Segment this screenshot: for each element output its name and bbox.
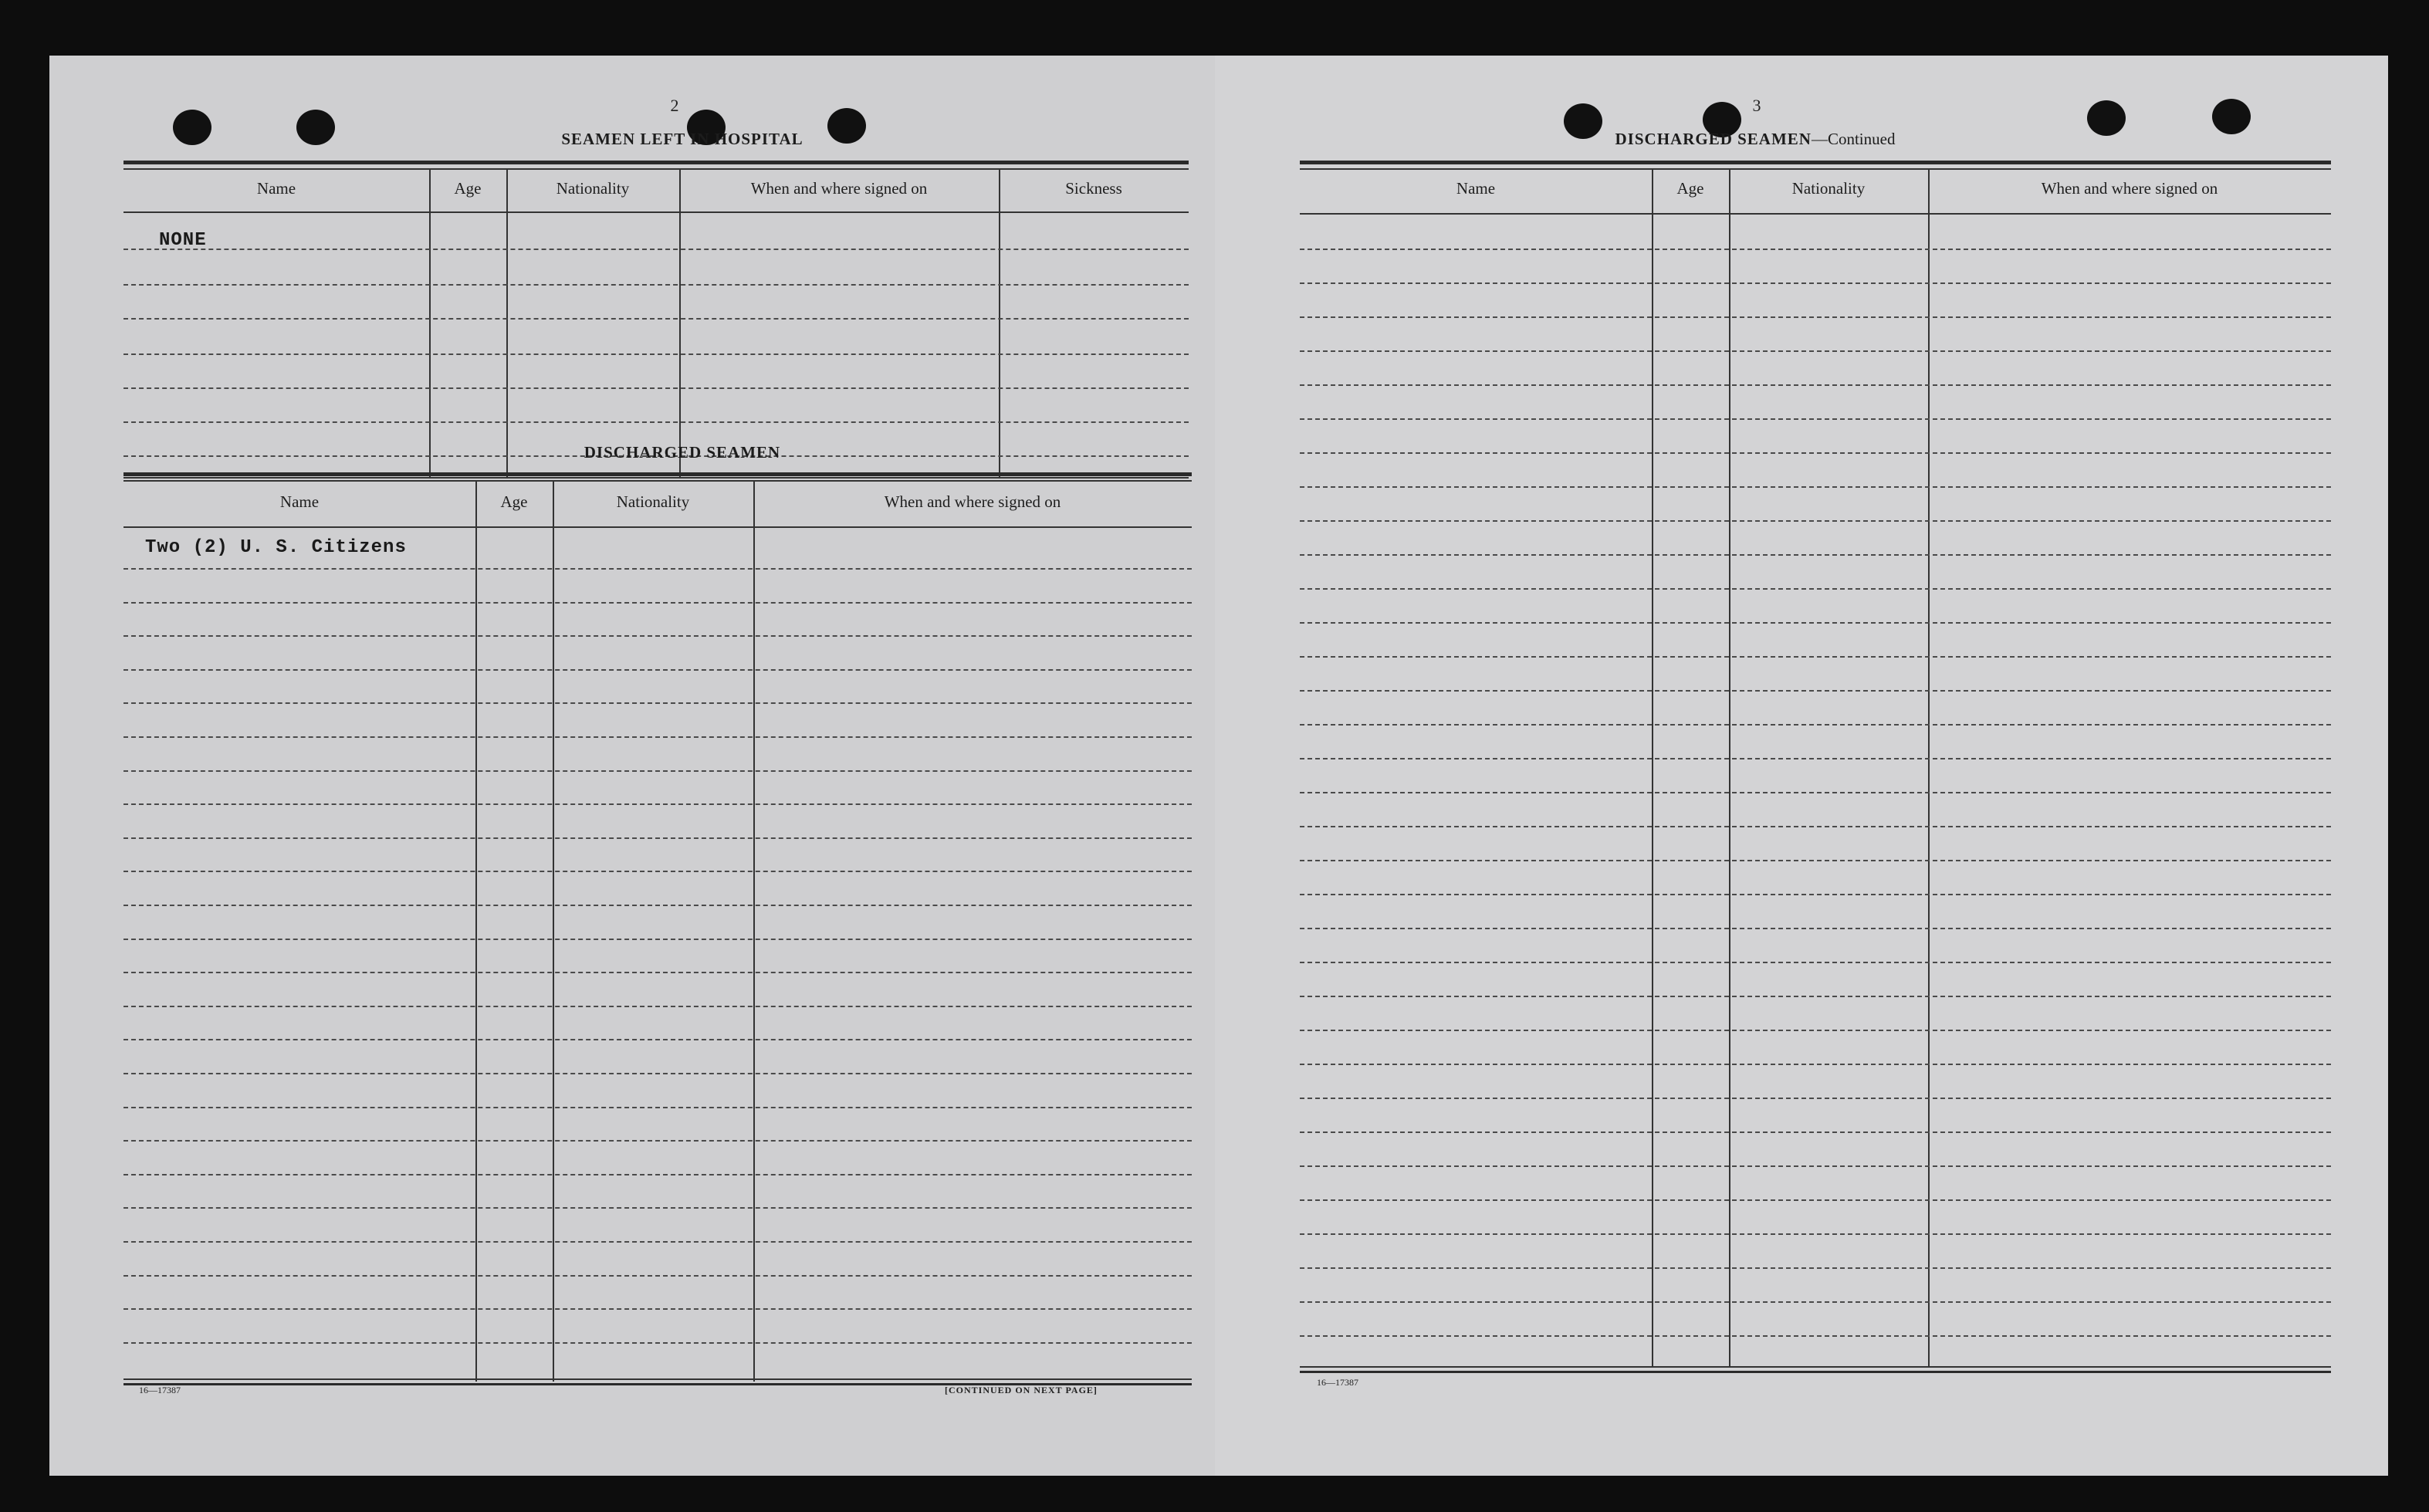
row-rule	[1300, 249, 2331, 250]
column-header-age: Age	[1676, 179, 1704, 198]
row-rule	[1300, 1030, 2331, 1031]
column-header-signed-on: When and where signed on	[2041, 179, 2218, 198]
row-rule	[1300, 758, 2331, 759]
row-rule	[1300, 588, 2331, 590]
row-rule	[1300, 520, 2331, 522]
column-divider	[753, 482, 755, 1382]
table-border	[123, 1378, 1192, 1380]
row-rule	[123, 284, 1189, 286]
table-border	[1300, 1371, 2331, 1373]
row-rule	[1300, 962, 2331, 963]
punch-hole	[173, 110, 211, 145]
row-rule	[123, 871, 1192, 872]
row-rule	[1300, 860, 2331, 861]
header-rule	[1300, 213, 2331, 215]
punch-hole	[2087, 100, 2126, 136]
row-rule	[1300, 418, 2331, 420]
row-rule	[1300, 928, 2331, 929]
hospital-section-title: SEAMEN LEFT IN HOSPITAL	[561, 130, 803, 148]
row-rule	[1300, 486, 2331, 488]
left-page	[49, 56, 1207, 1476]
row-rule	[1300, 996, 2331, 997]
row-rule	[1300, 1131, 2331, 1133]
row-rule	[123, 1073, 1192, 1074]
column-header-age: Age	[454, 179, 482, 198]
column-header-nationality: Nationality	[556, 179, 630, 198]
row-rule	[123, 1342, 1192, 1344]
row-rule	[1300, 1233, 2331, 1235]
page-number: 2	[670, 96, 679, 115]
table-border	[123, 472, 1192, 476]
column-header-name: Name	[1456, 179, 1496, 198]
row-rule	[1300, 622, 2331, 624]
row-rule	[1300, 384, 2331, 386]
row-rule	[123, 972, 1192, 973]
table-border	[1300, 168, 2331, 170]
row-rule	[123, 602, 1192, 604]
continued-note: [CONTINUED ON NEXT PAGE]	[945, 1385, 1098, 1395]
row-rule	[123, 1275, 1192, 1277]
row-rule	[123, 568, 1192, 570]
row-rule	[123, 1140, 1192, 1142]
table-border	[123, 480, 1192, 482]
row-rule	[1300, 282, 2331, 284]
row-rule	[123, 905, 1192, 906]
discharged-section-title: DISCHARGED SEAMEN	[584, 443, 781, 462]
column-divider	[1729, 170, 1730, 1368]
row-rule	[1300, 656, 2331, 658]
row-rule	[1300, 826, 2331, 827]
table-border	[123, 168, 1189, 170]
column-divider	[506, 170, 508, 479]
column-header-signed-on: When and where signed on	[750, 179, 928, 198]
column-divider	[429, 170, 431, 479]
row-rule	[123, 1241, 1192, 1243]
row-rule	[1300, 724, 2331, 726]
row-rule	[1300, 894, 2331, 895]
table-border	[1300, 161, 2331, 164]
row-rule	[123, 1107, 1192, 1108]
form-number: 16—17387	[1317, 1377, 1358, 1388]
row-rule	[1300, 690, 2331, 692]
table-border	[123, 477, 1189, 479]
column-header-nationality: Nationality	[616, 492, 690, 511]
column-header-sickness: Sickness	[1065, 179, 1122, 198]
form-sheet	[49, 56, 2388, 1476]
row-rule	[123, 669, 1192, 671]
column-divider	[1652, 170, 1653, 1368]
row-rule	[123, 421, 1189, 423]
column-header-age: Age	[500, 492, 528, 511]
column-header-nationality: Nationality	[1791, 179, 1866, 198]
row-rule	[1300, 1301, 2331, 1303]
hospital-entry: NONE	[159, 230, 207, 251]
discharged-entry: Two (2) U. S. Citizens	[145, 537, 407, 558]
row-rule	[123, 249, 1189, 250]
row-rule	[1300, 792, 2331, 793]
row-rule	[123, 1207, 1192, 1209]
right-page	[1215, 56, 2388, 1476]
row-rule	[1300, 350, 2331, 352]
discharged-continued-title: DISCHARGED SEAMEN—Continued	[1615, 130, 1896, 148]
punch-hole	[296, 110, 335, 145]
column-divider	[475, 482, 477, 1382]
table-border	[123, 161, 1189, 164]
row-rule	[123, 770, 1192, 772]
column-divider	[1928, 170, 1930, 1368]
row-rule	[1300, 1267, 2331, 1269]
table-border	[1300, 1366, 2331, 1368]
form-number: 16—17387	[139, 1385, 181, 1395]
row-rule	[123, 635, 1192, 637]
row-rule	[123, 1006, 1192, 1007]
column-header-name: Name	[279, 492, 320, 511]
punch-hole	[2212, 99, 2251, 134]
row-rule	[1300, 316, 2331, 318]
row-rule	[123, 1039, 1192, 1040]
row-rule	[123, 702, 1192, 704]
row-rule	[123, 939, 1192, 940]
row-rule	[123, 353, 1189, 355]
row-rule	[123, 318, 1189, 320]
row-rule	[1300, 452, 2331, 454]
row-rule	[123, 1174, 1192, 1175]
row-rule	[123, 387, 1189, 389]
page-number: 3	[1752, 96, 1761, 115]
row-rule	[123, 736, 1192, 738]
row-rule	[123, 1308, 1192, 1310]
header-rule	[123, 526, 1192, 528]
column-header-signed-on: When and where signed on	[884, 492, 1061, 511]
row-rule	[1300, 1165, 2331, 1167]
row-rule	[1300, 1064, 2331, 1065]
column-divider	[679, 170, 681, 479]
row-rule	[1300, 554, 2331, 556]
header-rule	[123, 211, 1189, 213]
column-divider	[999, 170, 1000, 479]
row-rule	[1300, 1335, 2331, 1337]
row-rule	[1300, 1199, 2331, 1201]
column-header-name: Name	[256, 179, 296, 198]
column-divider	[553, 482, 554, 1382]
row-rule	[1300, 1098, 2331, 1099]
row-rule	[123, 803, 1192, 805]
row-rule	[123, 837, 1192, 839]
